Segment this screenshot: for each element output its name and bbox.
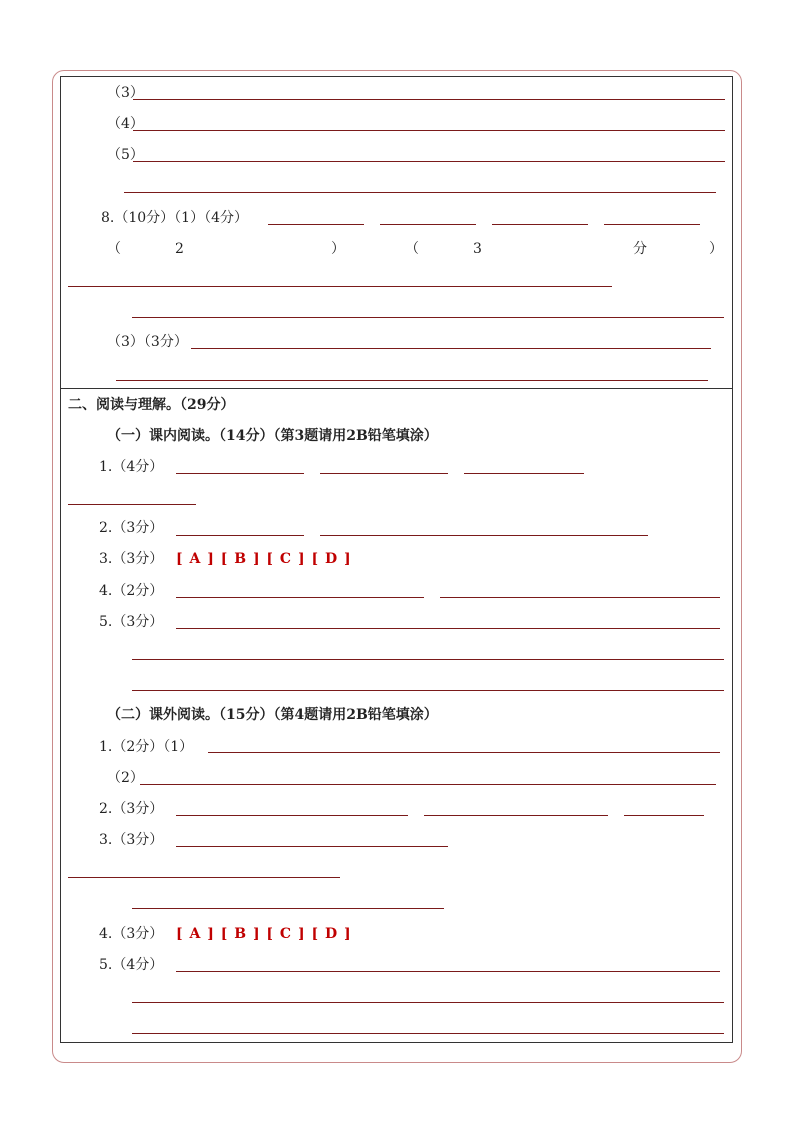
answer-line[interactable] (176, 971, 720, 972)
answer-blank[interactable] (424, 815, 608, 816)
answer-blank[interactable] (604, 224, 700, 225)
q8-sub3-unit: 分 (633, 241, 647, 257)
answer-line[interactable] (133, 130, 725, 131)
answer-line[interactable] (132, 317, 724, 318)
answer-blank[interactable] (176, 535, 304, 536)
s1-q2-label: 2.（3分） (99, 520, 164, 536)
answer-blank[interactable] (624, 815, 704, 816)
s2-q3-label: 3.（3分） (99, 832, 164, 848)
answer-line[interactable] (124, 192, 716, 193)
answer-line[interactable] (191, 348, 711, 349)
answer-blank[interactable] (176, 846, 448, 847)
q8-sub2-close: ） (331, 241, 345, 257)
section-heading: 二、阅读与理解。（29分） (68, 397, 235, 413)
choice-bubbles[interactable]: [ A ] [ B ] [ C ] [ D ] (176, 926, 352, 942)
answer-line[interactable] (133, 99, 725, 100)
choice-bubbles[interactable]: [ A ] [ B ] [ C ] [ D ] (176, 551, 352, 567)
section-divider (60, 388, 733, 389)
q8-sub2-open: （ (107, 241, 121, 257)
subsection-heading: （二）课外阅读。（15分）（第4题请用2B铅笔填涂） (107, 707, 438, 723)
answer-blank[interactable] (380, 224, 476, 225)
q8-label: 8.（10分）（1）（4分） (101, 210, 248, 226)
answer-line[interactable] (68, 286, 612, 287)
subsection-heading: （一）课内阅读。（14分）（第3题请用2B铅笔填涂） (107, 428, 438, 444)
s1-q5-label: 5.（3分） (99, 614, 164, 630)
s2-q4-label: 4.（3分） (99, 926, 164, 942)
answer-blank[interactable] (176, 473, 304, 474)
q8-sub2-number: 2 (175, 241, 184, 257)
answer-line[interactable] (116, 380, 708, 381)
q8-sub3-close: ） (709, 241, 723, 257)
s1-q1-label: 1.（4分） (99, 459, 164, 475)
q8-sub3-number: 3 (473, 241, 482, 257)
answer-line[interactable] (176, 628, 720, 629)
q7-sub5-label: （5） (107, 147, 144, 163)
answer-blank[interactable] (492, 224, 588, 225)
answer-blank[interactable] (464, 473, 584, 474)
answer-line[interactable] (132, 690, 724, 691)
answer-line[interactable] (208, 752, 720, 753)
answer-blank[interactable] (440, 597, 720, 598)
q7-sub4-label: （4） (107, 116, 144, 132)
answer-blank[interactable] (68, 504, 196, 505)
s2-q1-sub2-label: （2） (107, 770, 144, 786)
answer-line[interactable] (132, 1002, 724, 1003)
answer-blank[interactable] (176, 597, 424, 598)
q8-sub3b-label: （3）（3分） (107, 334, 188, 350)
answer-blank[interactable] (268, 224, 364, 225)
s1-q3-label: 3.（3分） (99, 551, 164, 567)
answer-blank[interactable] (320, 535, 648, 536)
answer-blank[interactable] (132, 908, 444, 909)
s2-q1-label: 1.（2分）（1） (99, 739, 194, 755)
answer-blank[interactable] (176, 815, 408, 816)
answer-line[interactable] (140, 784, 716, 785)
answer-line[interactable] (133, 161, 725, 162)
answer-line[interactable] (132, 659, 724, 660)
q8-sub3-open: （ (405, 241, 419, 257)
s2-q5-label: 5.（4分） (99, 957, 164, 973)
q7-sub3-label: （3） (107, 85, 144, 101)
s1-q4-label: 4.（2分） (99, 583, 164, 599)
answer-line[interactable] (132, 1033, 724, 1034)
s2-q2-label: 2.（3分） (99, 801, 164, 817)
answer-blank[interactable] (68, 877, 340, 878)
answer-blank[interactable] (320, 473, 448, 474)
